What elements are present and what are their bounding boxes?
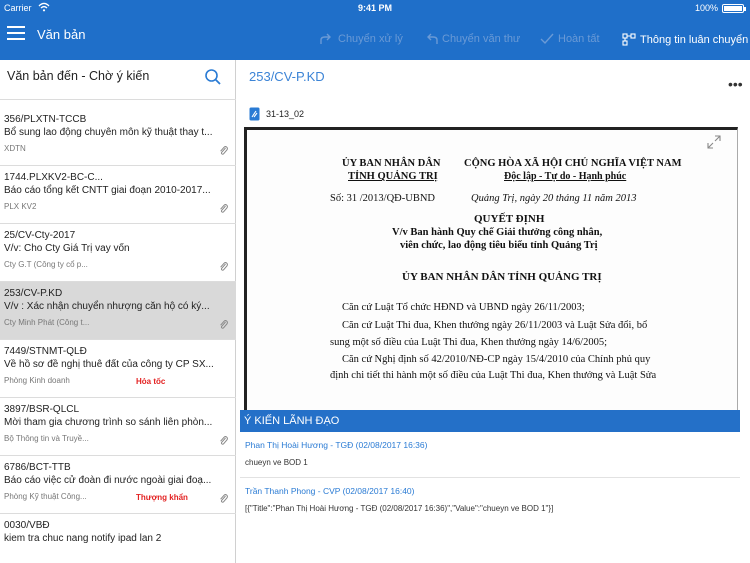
- document-detail-panel: [236, 60, 750, 563]
- document-code: 1744.PLXKV2-BC-C...: [4, 172, 103, 183]
- opinion-item: [240, 478, 740, 523]
- document-list-item[interactable]: [0, 282, 236, 340]
- paperclip-icon: [219, 317, 228, 335]
- document-title: Mời tham gia chương trình so sánh liên phòn...: [4, 417, 213, 428]
- document-title: V/v: Cho Cty Giá Trị vay vốn: [4, 243, 130, 254]
- app-title: Văn bản: [37, 27, 86, 42]
- priority-badge: Thượng khẩn: [136, 493, 188, 502]
- attachment-file-link[interactable]: [249, 106, 304, 122]
- status-bar: [0, 0, 750, 16]
- opinion-author: Trần Thanh Phong - CVP (02/08/2017 16:40): [245, 486, 415, 496]
- opinion-content: chueyn ve BOD 1: [245, 458, 308, 467]
- hamburger-icon: [7, 26, 25, 28]
- document-code: 7449/STNMT-QLĐ: [4, 346, 87, 357]
- scan-org-left-2: TỈNH QUẢNG TRỊ: [348, 171, 438, 182]
- paperclip-icon: [219, 259, 228, 277]
- scan-subject-1: V/v Ban hành Quy chế Giải thưởng công nhân,: [392, 227, 603, 238]
- opinion-content: [{"Title":"Phan Thị Hoài Hương - TGĐ (02/08/2017 16:36)","Value":"chueyn ve BOD 1"}]: [245, 504, 554, 513]
- top-navigation-bar: [0, 0, 750, 60]
- forward-to-process-label: Chuyển xử lý: [338, 33, 403, 45]
- hamburger-icon-bar: [7, 38, 25, 40]
- document-code: 25/CV-Cty-2017: [4, 230, 76, 241]
- document-code: 6786/BCT-TTB: [4, 462, 71, 473]
- hamburger-menu-button[interactable]: [7, 26, 25, 40]
- paperclip-icon: [219, 143, 228, 161]
- document-list-item[interactable]: [0, 340, 236, 398]
- document-title: kiem tra chuc nang notify ipad lan 2: [4, 533, 162, 544]
- document-sender: XDTN: [4, 144, 26, 153]
- document-sender: Phòng Kinh doanh: [4, 376, 70, 385]
- document-list-item[interactable]: [0, 108, 236, 166]
- scan-decision-title: QUYẾT ĐỊNH: [474, 213, 545, 225]
- scan-org-left-1: ỦY BAN NHÂN DÂN: [342, 158, 441, 169]
- document-code: 253/CV-P.KD: [4, 288, 63, 299]
- document-list-item[interactable]: [0, 398, 236, 456]
- clock: 9:41 PM: [357, 3, 392, 13]
- send-arrow-icon: [320, 33, 334, 45]
- leader-opinions-section: [240, 410, 740, 560]
- attachment-file-name: 31-13_02: [266, 109, 305, 119]
- document-list-item[interactable]: [0, 224, 236, 282]
- flow-icon: [622, 33, 636, 46]
- complete-button[interactable]: [540, 33, 600, 45]
- scan-para-2a: Căn cứ Luật Thi đua, Khen thưởng ngày 26/11/2003 và Luật Sửa đổi, bổ: [342, 320, 648, 331]
- document-title: Báo cáo việc cử đoàn đi nước ngoài giai đoạ...: [4, 475, 212, 486]
- document-title: Về hồ sơ đề nghị thuê đất của công ty CP SX...: [4, 359, 214, 370]
- more-options-icon[interactable]: •••: [728, 76, 743, 92]
- opinion-author: Phan Thị Hoài Hương - TGĐ (02/08/2017 16:36): [245, 440, 428, 450]
- document-list-panel: [0, 60, 236, 563]
- paperclip-icon: [219, 491, 228, 509]
- paperclip-icon: [219, 201, 228, 219]
- scan-org-right-1: CỘNG HÒA XÃ HỘI CHỦ NGHĨA VIỆT NAM: [464, 158, 682, 169]
- scan-org-right-2: Độc lập - Tự do - Hạnh phúc: [504, 171, 627, 182]
- document-sender: PLX KV2: [4, 202, 37, 211]
- scan-date-line: Quảng Trị, ngày 20 tháng 11 năm 2013: [471, 193, 637, 204]
- scan-issuer: ỦY BAN NHÂN DÂN TỈNH QUẢNG TRỊ: [402, 271, 602, 283]
- file-icon: [249, 107, 260, 121]
- routing-info-button[interactable]: [622, 33, 748, 46]
- scan-subject-2: viên chức, lao động tiêu biểu tỉnh Quảng Trị: [400, 240, 598, 251]
- scan-para-3b: định chi tiết thi hành một số điều của Luật Thi đua, Khen thưởng và Luật Sửa: [330, 370, 657, 381]
- document-sender: Bộ Thông tin và Truyề...: [4, 434, 89, 443]
- document-number-title: 253/CV-P.KD: [249, 69, 325, 84]
- document-sender: Phòng Kỹ thuật Công...: [4, 492, 87, 501]
- scan-para-2b: sung một số điều của Luật Thi đua, Khen thưởng ngày 14/6/2005;: [330, 337, 608, 348]
- complete-label: Hoàn tất: [558, 33, 600, 45]
- battery-percent: 100%: [694, 3, 718, 13]
- scan-number-line: Số: 31 /2013/QĐ-UBND: [330, 193, 436, 204]
- opinions-header: Ý KIẾN LÃNH ĐẠO: [240, 410, 740, 432]
- document-code: 0030/VBĐ: [4, 520, 50, 531]
- document-title: V/v : Xác nhận chuyển nhượng căn hộ có ký...: [4, 301, 210, 312]
- reply-arrow-icon: [424, 33, 438, 45]
- document-code: 3897/BSR-QLCL: [4, 404, 80, 415]
- opinion-item: [240, 432, 740, 478]
- expand-icon[interactable]: [707, 135, 721, 149]
- document-code: 356/PLXTN-TCCB: [4, 114, 87, 125]
- list-header: [0, 60, 236, 100]
- paperclip-icon: [219, 433, 228, 451]
- routing-info-label: Thông tin luân chuyển: [640, 33, 749, 46]
- scan-para-1: Căn cứ Luật Tổ chức HĐND và UBND ngày 26/11/2003;: [342, 302, 585, 313]
- forward-to-process-button[interactable]: [320, 33, 403, 45]
- check-icon: [540, 33, 554, 45]
- document-sender: Cty G.T (Công ty cổ p...: [4, 260, 88, 269]
- document-list: [0, 108, 236, 563]
- forward-to-clerk-button[interactable]: [424, 33, 520, 45]
- document-list-item[interactable]: [0, 166, 236, 224]
- document-title: Bổ sung lao động chuyên môn kỹ thuật thay t...: [4, 127, 213, 138]
- hamburger-icon-bar: [7, 32, 25, 34]
- scan-para-3a: Căn cứ Nghị định số 42/2010/NĐ-CP ngày 15/4/2010 của Chính phủ quy: [342, 354, 651, 365]
- carrier-label: Carrier: [4, 3, 32, 13]
- list-title: Văn bản đến - Chờ ý kiến: [7, 69, 150, 83]
- battery-icon: [722, 4, 744, 13]
- document-list-item[interactable]: [0, 514, 236, 563]
- search-icon[interactable]: [204, 68, 222, 86]
- document-list-item[interactable]: [0, 456, 236, 514]
- priority-badge: Hỏa tốc: [136, 377, 166, 386]
- document-title: Báo cáo tổng kết CNTT giai đoạn 2010-2017...: [4, 185, 211, 196]
- document-sender: Cty Minh Phát (Công t...: [4, 318, 90, 327]
- forward-to-clerk-label: Chuyển văn thư: [442, 33, 521, 45]
